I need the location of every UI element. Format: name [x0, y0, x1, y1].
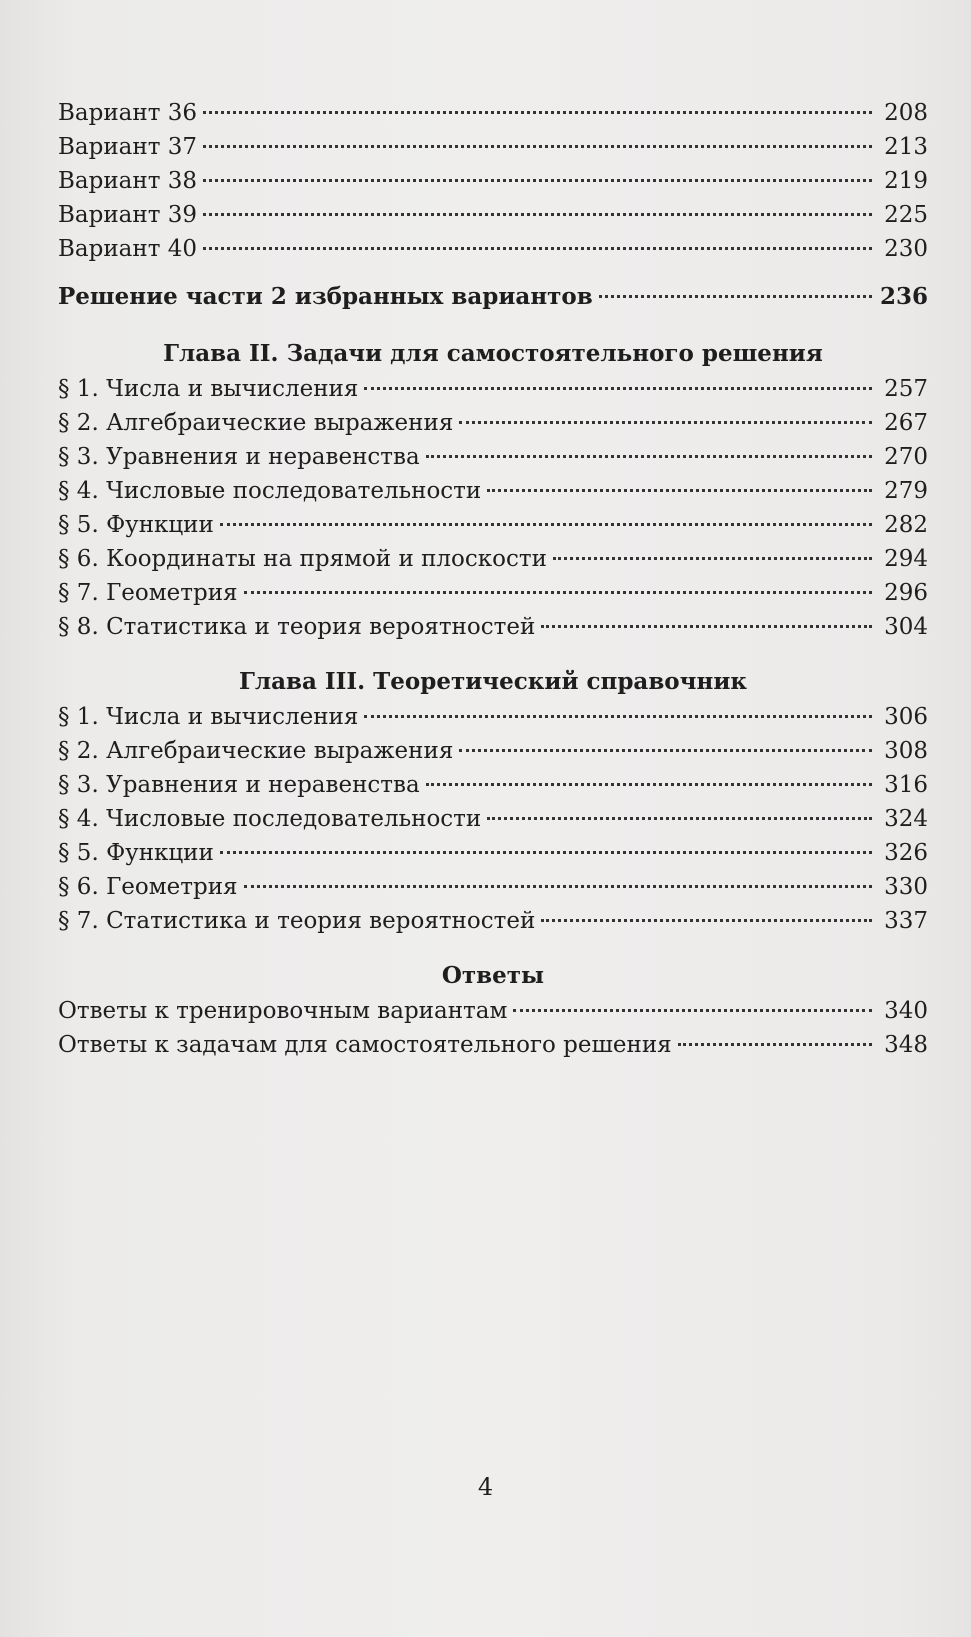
dot-leader — [541, 625, 872, 628]
dot-leader — [541, 919, 872, 922]
toc-entry-page: 316 — [884, 772, 928, 798]
toc-entry-page: 324 — [884, 806, 928, 832]
toc-entry-title: § 3. Уравнения и неравенства — [58, 444, 420, 470]
toc-entry — [58, 734, 928, 768]
toc-entry-title: § 5. Функции — [58, 840, 214, 866]
toc-entry — [58, 870, 928, 904]
toc-entry — [58, 802, 928, 836]
toc-entry-page: 340 — [884, 998, 928, 1024]
page-number: 4 — [477, 1473, 494, 1501]
toc-entry — [58, 1028, 928, 1062]
dot-leader — [553, 557, 872, 560]
toc-entry-page: 219 — [884, 168, 928, 194]
toc-entry-page: 282 — [884, 512, 928, 538]
toc-entry-title: Решение части 2 избранных вариантов — [58, 283, 593, 310]
dot-leader — [459, 749, 872, 752]
toc-entry — [58, 372, 928, 406]
toc-entry — [58, 994, 928, 1028]
toc-entry-title: § 1. Числа и вычисления — [58, 376, 359, 402]
toc-entry-page: 208 — [884, 100, 928, 126]
dot-leader — [203, 213, 872, 216]
toc-entry — [58, 542, 928, 576]
dot-leader — [678, 1043, 872, 1046]
toc-entry — [58, 904, 928, 938]
toc-entry-page: 225 — [884, 202, 928, 228]
toc-entry — [58, 508, 928, 542]
toc-entry — [58, 164, 928, 198]
toc-entry-title: Вариант 38 — [58, 168, 198, 194]
toc-entry — [58, 576, 928, 610]
toc-entry-title: § 6. Координаты на прямой и плоскости — [58, 546, 547, 572]
toc-entry — [58, 198, 928, 232]
toc-entry — [58, 700, 928, 734]
toc-entry — [58, 440, 928, 474]
dot-leader — [487, 489, 872, 492]
toc-entry-title: § 5. Функции — [58, 512, 214, 538]
dot-leader — [220, 851, 872, 854]
dot-leader — [364, 387, 872, 390]
toc-entry — [58, 406, 928, 440]
toc-entry-title: § 7. Геометрия — [58, 580, 238, 606]
toc-entry-title: Ответы к задачам для самостоятельного решения — [58, 1032, 672, 1058]
toc-entry-page: 306 — [884, 704, 928, 730]
dot-leader — [203, 179, 872, 182]
toc-entry-title: Вариант 40 — [58, 236, 198, 262]
toc-entry — [58, 232, 928, 266]
toc-entry — [58, 474, 928, 508]
dot-leader — [244, 885, 872, 888]
dot-leader — [220, 523, 872, 526]
toc-entry-page: 213 — [884, 134, 928, 160]
dot-leader — [203, 145, 872, 148]
toc-entry-page: 230 — [884, 236, 928, 262]
toc-entry — [58, 768, 928, 802]
dot-leader — [203, 111, 872, 114]
toc-entry-title: § 1. Числа и вычисления — [58, 704, 359, 730]
toc-entry-page: 308 — [884, 738, 928, 764]
toc-entry-page: 270 — [884, 444, 928, 470]
toc-entry-title: Вариант 37 — [58, 134, 198, 160]
chapter-heading: Ответы — [441, 962, 545, 989]
dot-leader — [426, 455, 872, 458]
toc-entry-title: Вариант 39 — [58, 202, 198, 228]
toc-entry-page: 279 — [884, 478, 928, 504]
toc-entry-page: 294 — [884, 546, 928, 572]
chapter-heading: Глава II. Задачи для самостоятельного решения — [163, 340, 823, 367]
toc-entry-solutions — [58, 280, 928, 314]
toc-entry-title: Вариант 36 — [58, 100, 198, 126]
toc-entry-page: 330 — [884, 874, 928, 900]
toc-entry-title: § 6. Геометрия — [58, 874, 238, 900]
chapter-heading: Глава III. Теоретический справочник — [239, 668, 747, 695]
toc-entry-page: 348 — [884, 1032, 928, 1058]
dot-leader — [244, 591, 872, 594]
toc-entry — [58, 96, 928, 130]
dot-leader — [459, 421, 872, 424]
toc-entry-title: § 8. Статистика и теория вероятностей — [58, 614, 536, 640]
toc-entry-title: § 4. Числовые последовательности — [58, 806, 482, 832]
toc-entry — [58, 610, 928, 644]
dot-leader — [487, 817, 872, 820]
toc-entry-page: 267 — [884, 410, 928, 436]
toc-entry-title: Ответы к тренировочным вариантам — [58, 998, 508, 1024]
toc-entry-page: 326 — [884, 840, 928, 866]
dot-leader — [203, 247, 872, 250]
toc-entry-title: § 2. Алгебраические выражения — [58, 738, 454, 764]
dot-leader — [513, 1009, 872, 1012]
toc-entry — [58, 836, 928, 870]
toc-entry-title: § 3. Уравнения и неравенства — [58, 772, 420, 798]
toc-entry-page: 257 — [884, 376, 928, 402]
toc-entry-page: 304 — [884, 614, 928, 640]
dot-leader — [426, 783, 872, 786]
toc-entry-page: 236 — [879, 283, 928, 310]
dot-leader — [599, 295, 872, 298]
toc-entry-page: 296 — [884, 580, 928, 606]
toc-entry-title: § 7. Статистика и теория вероятностей — [58, 908, 536, 934]
toc-entry-title: § 4. Числовые последовательности — [58, 478, 482, 504]
dot-leader — [364, 715, 872, 718]
toc-entry-page: 337 — [884, 908, 928, 934]
toc-entry-title: § 2. Алгебраические выражения — [58, 410, 454, 436]
toc-entry — [58, 130, 928, 164]
table-of-contents — [58, 96, 928, 1062]
